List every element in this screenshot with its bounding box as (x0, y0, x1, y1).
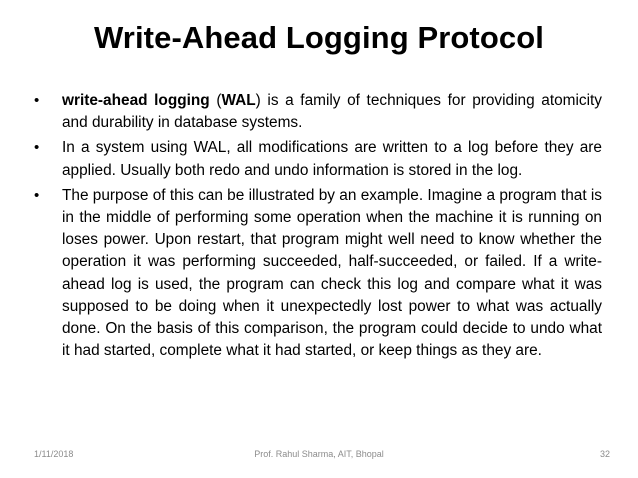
bullet-marker: • (34, 186, 40, 204)
footer-page-number: 32 (599, 449, 610, 459)
bullet-item-wal-definition (34, 90, 602, 134)
term-wal-abbr: WAL (221, 92, 256, 109)
text-fragment: ( (209, 92, 222, 109)
bullet-list (34, 90, 602, 365)
bullet-marker: • (34, 92, 40, 109)
bullet-marker: • (34, 139, 40, 157)
text-fragment: ) is a family of techniques for providing atomicity and durability in database systems. (62, 92, 602, 132)
footer-author: Prof. Rahul Sharma, AIT, Bhopal (254, 449, 384, 459)
bullet-item-modifications (34, 137, 602, 181)
term-write-ahead-logging: write-ahead logging (62, 92, 210, 109)
bullet-text: In a system using WAL, all modifications are written to a log before they are applied. Usually both redo and undo information is stored in the log. (62, 139, 602, 179)
bullet-item-purpose-example (34, 185, 602, 363)
slide-title: Write-Ahead Logging Protocol (94, 20, 544, 55)
footer-date: 1/11/2018 (34, 449, 74, 459)
bullet-text: The purpose of this can be illustrated by an example. Imagine a program that is in the middle of performing some operation when the machine it is running on loses power. Upon restart, that program might well need to know whether the operation it was performing succeeded, half-succeeded, or failed. If a write-ahead log is used, the program can check this log and compare what it was supposed to be doing when it unexpectedly lost power to what was actually done. On the basis of this comparison, the program could decide to undo what it had started, complete what it had started, or keep things as they are. (62, 186, 602, 360)
